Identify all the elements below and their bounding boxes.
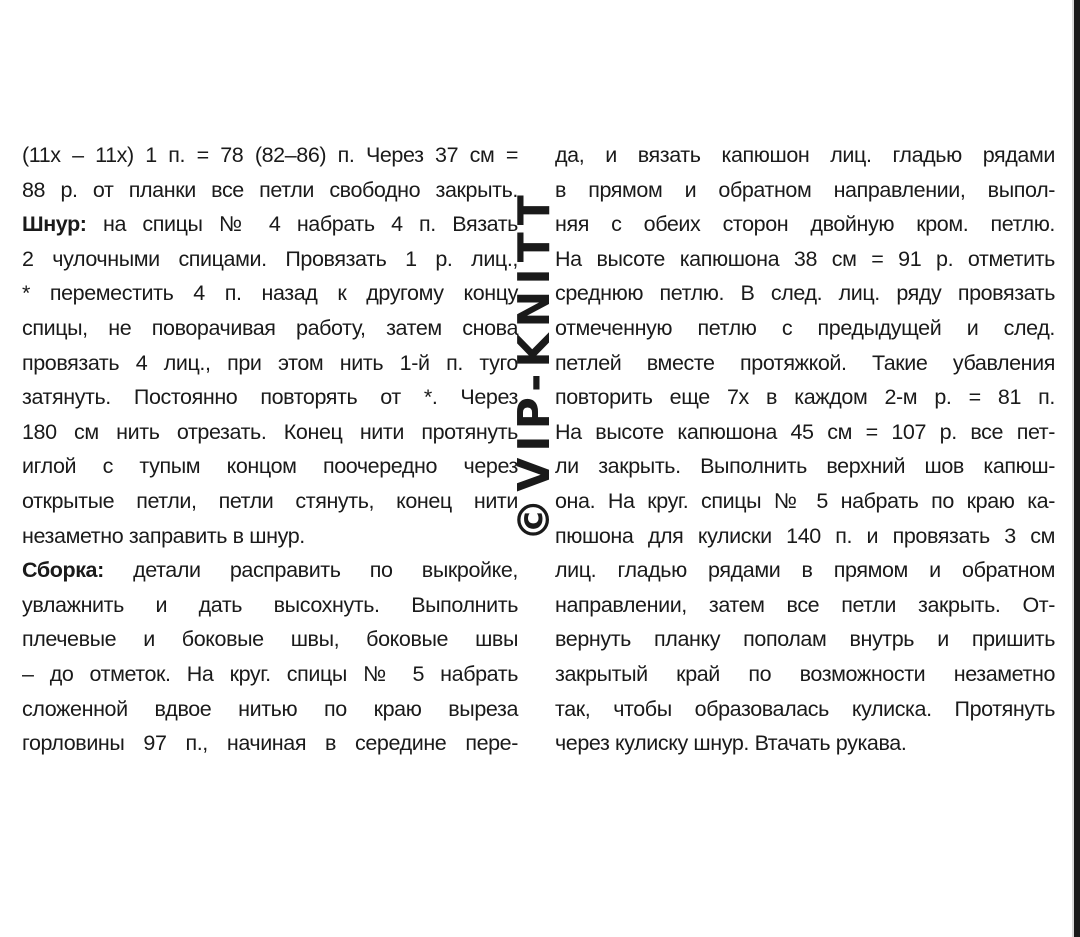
- text-line: лиц. гладью рядами в прямом и обратном: [555, 558, 1055, 583]
- text-line: На высоте капюшона 38 см = 91 р. отметить: [555, 246, 1055, 271]
- text-line: ли закрыть. Выполнить верхний шов капюш-: [555, 454, 1055, 479]
- text-line: (11х – 11х) 1 п. = 78 (82–86) п. Через 37 см =: [22, 143, 518, 167]
- text-line: так, чтобы образовалась кулиска. Протянуть: [555, 696, 1055, 721]
- text-line: няя с обеих сторон двойную кром. петлю.: [555, 212, 1055, 237]
- text-line: в прямом и обратном направлении, выпол-: [555, 177, 1055, 202]
- text-line: горловины 97 п., начиная в середине пере-: [22, 731, 518, 756]
- text-line: * переместить 4 п. назад к другому концу: [22, 281, 518, 306]
- text-line: направлении, затем все петли закрыть. От-: [555, 592, 1055, 617]
- text-line: 88 р. от планки все петли свободно закрыть.: [22, 177, 518, 202]
- text-line: через кулиску шнур. Втачать рукава.: [555, 731, 907, 756]
- text-fragment: на спицы № 4 набрать 4 п. Вязать: [102, 212, 518, 237]
- text-line: 180 см нить отрезать. Конец нити протянуть: [22, 419, 518, 444]
- text-line: На высоте капюшона 45 см = 107 р. все пет-: [555, 419, 1055, 444]
- text-line: открытые петли, петли стянуть, конец нити: [22, 488, 518, 513]
- text-line: провязать 4 лиц., при этом нить 1-й п. туго: [22, 350, 518, 375]
- text-line: петлей вместе протяжкой. Такие убавления: [555, 350, 1055, 375]
- text-line: [22, 553, 518, 588]
- right-text-column: [555, 138, 1055, 761]
- text-line: 2 чулочными спицами. Провязать 1 р. лиц.,: [22, 246, 518, 271]
- text-line: вернуть планку пополам внутрь и пришить: [555, 627, 1055, 652]
- text-line: да, и вязать капюшон лиц. гладью рядами: [555, 143, 1055, 167]
- text-line: иглой с тупым концом поочередно через: [22, 454, 518, 479]
- text-line: повторить еще 7х в каждом 2-м р. = 81 п.: [555, 385, 1055, 410]
- text-line: незаметно заправить в шнур.: [22, 523, 305, 548]
- text-line: пюшона для кулиски 140 п. и провязать 3 см: [555, 523, 1055, 548]
- page-edge: [1074, 0, 1080, 937]
- text-line: [22, 207, 518, 242]
- text-line: затянуть. Постоянно повторять от *. Через: [22, 385, 518, 410]
- text-line: – до отметок. На круг. спицы № 5 набрать: [22, 661, 518, 686]
- text-line: среднюю петлю. В след. лиц. ряду провязать: [555, 281, 1055, 306]
- heading-sborka: Сборка:: [22, 558, 104, 583]
- text-line: закрытый край по возможности незаметно: [555, 661, 1055, 686]
- text-line: спицы, не поворачивая работу, затем снова: [22, 315, 518, 340]
- text-line: она. На круг. спицы № 5 набрать по краю ка-: [555, 488, 1055, 513]
- text-line: сложенной вдвое нитью по краю выреза: [22, 696, 518, 721]
- watermark-text: ©VIP-KNITT: [508, 188, 560, 542]
- text-line: увлажнить и дать высохнуть. Выполнить: [22, 592, 518, 617]
- watermark: [510, 175, 558, 555]
- heading-shnur: Шнур:: [22, 212, 87, 237]
- text-line: отмеченную петлю с предыдущей и след.: [555, 315, 1055, 340]
- text-line: плечевые и боковые швы, боковые швы: [22, 627, 518, 652]
- text-fragment: детали расправить по выкройке,: [133, 558, 518, 583]
- left-text-column: [22, 138, 518, 761]
